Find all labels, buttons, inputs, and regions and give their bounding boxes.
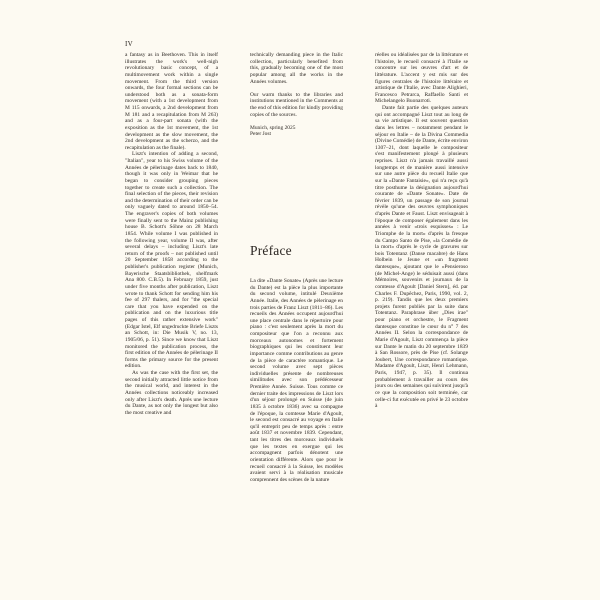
- section-heading-preface: Préface: [250, 243, 292, 258]
- paragraph: Dante fait partie des quelques auteurs qui ont accompagné Liszt tout au long de sa vie artistique. Il est souvent question dans les lettres – notamment pendant le séjour en Italie – de la Divina Commedia (Divine Comédie) de Dante, écrite environ 1307–21, dont laquelle le compositeur s'est manifestement plongé à plusieurs reprises. Liszt n'a jamais travaillé aussi longtemps et de manière aussi intensive sur une autre pièce du recueil Italie que sur la «Dante Fantaisie», qui n'a reçu qu'à titre posthume la désignation aujourd'hui courante de «Dante Sonate». Date de février 1839, un passage de son journal révèle qu'une des œuvres symphoniques d'après Dante et Faust. Liszt envisageait à l'époque de composer également dans les années à venir «trois esquisses» : Le Triomphe de la mort» d'après la fresque du Campo Santo de Pise, «la Comédie de la mort» d'après le cycle de gravures sur bois Totentanz (Danse macabre) de Hans Holbein le Jeune et «un fragment dantesque», ajoutant que le «Pensieroso (de Michel-Ange) le séduisait aussi (dans Mémoires, souvenirs et journaux de la comtesse d'Agoult [Daniel Stern], éd. par Charles F. Dupêchez, Paris, 1990, vol. 2, p. 219). Tandis que les deux premiers projets furent publiés par la suite dans Totentanz. Paraphrase über „Dies irae" pour piano et orchestre, le Fragment dantesque constitue le cœur du n° 7 des Années II. Selon la correspondance de Marie d'Agoult, Liszt commença la pièce sur Dante le matin du 20 septembre 1839 à San Rossore, près de Pise (cf. Solange Joubert, Une correspondance romantique. Madame d'Agoult, Liszt, Henri Lehmann, Paris, 1947, p. 35). Il continua probablement à travailler au cours des jours ou des semaines qui suivirent jusqu'à ce que la composition soit terminée, car celle-ci fut exécutée en privé le 23 octobre à: [375, 105, 469, 410]
- acknowledgements-paragraph: Our warm thanks to the libraries and institutions mentioned in the Comments at the end of this edition for kindly providing copies of the sources.: [250, 91, 343, 118]
- paragraph: a fantasy as in Beethoven. This in itself illustrates the work's well-nigh revolutionary basic concept, of a multimovement work within a single movement. From the third version onwards, the four formal sections can be understood both as a sonata-form movement (with a 1st development from M 115 onwards, a 2nd development from M 181 and a recapitulation from M 263) and as a four-part sonata (with the exposition as the 1st movement, the 1st development as the slow movement, the 2nd development as the scherzo, and the recapitulation as the finale).: [125, 52, 218, 151]
- french-preface-column-right: [375, 52, 468, 410]
- paragraph: As was the case with the first set, the second initially attracted little notice from the musical world, and interest in the Années collections noticeably increased only after Liszt's death. Après une lecture du Dante, as not only the longest but also the most creative and: [125, 370, 218, 416]
- english-preface-column-middle: [250, 52, 343, 138]
- paragraph: La dite «Dante Sonate» (Après une lecture du Dante) est la pièce la plus importante du second volume, intitulé Deuxième Année. Italie, des Années de pèlerinage en trois parties de Franz Liszt (1811–86). Les recueils des Années occupent aujourd'hui une place centrale dans le répertoire pour piano : c'est seulement après la mort du compositeur que l'on a reconnu aux morceaux autonomes et fortement biographiques qui les constituent leur importance comme contributions au genre de la pièce de caractère romantique. Le second volume avec sept pièces individuelles présente de nombreuses similitudes avec son prédécesseur Première Année. Suisse. Tous comme ce dernier traite des impressions de Liszt lors d'un séjour prolongé en Suisse (de juin 1835 à octobre 1836) avec sa compagne de l'époque, la comtesse Marie d'Agoult, le second est consacré au voyage en Italie qu'il entreprit peu de temps après : entre août 1837 et novembre 1839. Cependant, tant les titres des morceaux individuels que les textes en exergue qui les accompagnent parfois dénotent une orientation différente. Alors que pour le recueil consacré à la Suisse, les modèles avaient servi à la réalisation musicale comprennent des scènes de la nature: [250, 278, 343, 483]
- signature: Munich, spring 2025 Peter Jost: [250, 124, 296, 138]
- paragraph: réelles ou idéalisées par de la littérature et l'histoire, le recueil consacré à l'Italie se concentre sur les œuvres d'art et de littérature. L'accent y est mis sur des figures centrales de l'histoire littéraire et artistique de l'Italie, avec Dante Alighieri, Francesco Petrarca, Raffaello Santi et Michelangelo Buonarroti.: [375, 52, 468, 105]
- paragraph: Liszt's intention of adding a second, "Italian", year to his Swiss volume of the Années de pèlerinage dates back to 1840, though it was only in Weimar that he began to consider grouping pieces together to create such a collection. The final selection of the pieces, their revision and the determination of their order can be only vaguely dated to around 1850–54. The engraver's copies of both volumes were finally sent to the Mainz publishing house B. Schott's Söhne on 28 March 1854. While volume I was published in the following year, volume II was, after several delays – including Liszt's late return of the proofs – not published until 20 September 1858 according to the publisher's publication register (Munich, Bayerische Staatsbibliothek, shelfmark Ana 800. C.B.5). In February 1859, just under five months after publication, Liszt wrote to thank Schott for sending him his fee of 297 thalers, and for "the special care that you have expended on the publication and on the luxurious title pages of this rather extensive work" (Edgar Istel, Elf ungedruckte Briefe Liszts an Schott, in: Die Musik V, no. 13, 1905/06, p. 51). Since we know that Liszt monitored the publication process, the first edition of the Années de pèlerinage II forms the primary source for the present edition.: [125, 151, 218, 370]
- page-number: IV: [125, 40, 133, 48]
- english-preface-column-left: [125, 52, 218, 416]
- paragraph: technically demanding piece in the Italic collection, particularly benefited from this, gradually becoming one of the most popular among all the works in the Années volumes.: [250, 52, 343, 85]
- french-preface-column-middle: [250, 278, 343, 483]
